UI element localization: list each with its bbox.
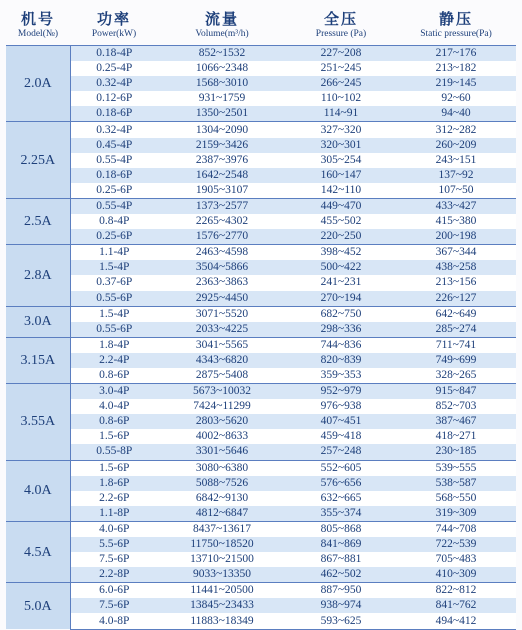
static-pressure-cell: 852~703	[396, 399, 516, 414]
power-cell: 0.55-8P	[70, 444, 158, 460]
table-row	[6, 275, 516, 290]
fan-performance-table	[6, 5, 516, 630]
table-row	[6, 106, 516, 122]
model-cell: 4.0A	[6, 460, 70, 521]
fan-spec-sheet	[6, 5, 516, 627]
static-pressure-cell: 94~40	[396, 106, 516, 122]
volume-cell: 3301~5646	[158, 444, 286, 460]
pressure-cell: 449~470	[286, 198, 396, 214]
table-row	[6, 76, 516, 91]
table-row	[6, 491, 516, 506]
volume-cell: 1304~2090	[158, 122, 286, 138]
power-cell: 4.0-4P	[70, 399, 158, 414]
pressure-cell: 552~605	[286, 460, 396, 476]
volume-cell: 3041~5565	[158, 337, 286, 353]
static-pressure-cell: 312~282	[396, 122, 516, 138]
static-pressure-cell: 433~427	[396, 198, 516, 214]
pressure-cell: 462~502	[286, 567, 396, 583]
header-static-pressure-cn: 静压	[438, 9, 473, 28]
pressure-cell: 976~938	[286, 399, 396, 414]
model-cell: 2.0A	[6, 46, 70, 122]
table-row	[6, 198, 516, 214]
header-static-pressure-en: Static pressure(Pa)	[420, 28, 492, 39]
power-cell: 2.2-6P	[70, 491, 158, 506]
static-pressure-cell: 387~467	[396, 414, 516, 429]
pressure-cell: 455~502	[286, 214, 396, 229]
model-cell: 3.55A	[6, 384, 70, 460]
volume-cell: 7424~11299	[158, 399, 286, 414]
table-row	[6, 537, 516, 552]
header-model	[6, 5, 70, 46]
table-row	[6, 368, 516, 384]
volume-cell: 3080~6380	[158, 460, 286, 476]
static-pressure-cell: 418~271	[396, 429, 516, 444]
power-cell: 7.5-6P	[70, 552, 158, 567]
model-cell: 2.25A	[6, 122, 70, 198]
table-row	[6, 168, 516, 183]
power-cell: 0.32-4P	[70, 122, 158, 138]
static-pressure-cell: 438~258	[396, 260, 516, 275]
power-cell: 1.5-4P	[70, 260, 158, 275]
power-cell: 2.2-8P	[70, 567, 158, 583]
pressure-cell: 459~418	[286, 429, 396, 444]
table-row	[6, 460, 516, 476]
power-cell: 2.2-4P	[70, 353, 158, 368]
header-volume-en: Volume(m³/h)	[195, 28, 249, 39]
power-cell: 0.18-6P	[70, 106, 158, 122]
volume-cell: 1642~2548	[158, 168, 286, 183]
table-row	[6, 122, 516, 138]
static-pressure-cell: 722~539	[396, 537, 516, 552]
power-cell: 0.8-4P	[70, 214, 158, 229]
model-cell: 3.15A	[6, 337, 70, 383]
table-row	[6, 476, 516, 491]
power-cell: 0.55-6P	[70, 291, 158, 307]
power-cell: 0.18-4P	[70, 46, 158, 62]
table-row	[6, 291, 516, 307]
table-row	[6, 598, 516, 613]
pressure-cell: 593~625	[286, 613, 396, 629]
pressure-cell: 887~950	[286, 583, 396, 599]
volume-cell: 1576~2770	[158, 229, 286, 245]
table-row	[6, 506, 516, 522]
table-row	[6, 414, 516, 429]
static-pressure-cell: 213~156	[396, 275, 516, 290]
pressure-cell: 952~979	[286, 384, 396, 400]
volume-cell: 1066~2348	[158, 61, 286, 76]
static-pressure-cell: 328~265	[396, 368, 516, 384]
pressure-cell: 227~208	[286, 46, 396, 62]
static-pressure-cell: 822~812	[396, 583, 516, 599]
pressure-cell: 251~245	[286, 61, 396, 76]
static-pressure-cell: 219~145	[396, 76, 516, 91]
pressure-cell: 298~336	[286, 322, 396, 338]
header-power-en: Power(kW)	[91, 28, 137, 39]
pressure-cell: 270~194	[286, 291, 396, 307]
pressure-cell: 805~868	[286, 521, 396, 537]
header-volume-cn: 流量	[204, 9, 239, 28]
volume-cell: 2803~5620	[158, 414, 286, 429]
pressure-cell: 327~320	[286, 122, 396, 138]
power-cell: 0.32-4P	[70, 76, 158, 91]
static-pressure-cell: 243~151	[396, 153, 516, 168]
static-pressure-cell: 494~412	[396, 613, 516, 629]
static-pressure-cell: 217~176	[396, 46, 516, 62]
volume-cell: 2875~5408	[158, 368, 286, 384]
table-row	[6, 322, 516, 338]
pressure-cell: 682~750	[286, 306, 396, 322]
table-header	[6, 5, 516, 46]
table-row	[6, 153, 516, 168]
table-row	[6, 260, 516, 275]
header-pressure-en: Pressure (Pa)	[315, 28, 367, 39]
pressure-cell: 320~301	[286, 138, 396, 153]
static-pressure-cell: 711~741	[396, 337, 516, 353]
volume-cell: 2925~4450	[158, 291, 286, 307]
static-pressure-cell: 841~762	[396, 598, 516, 613]
volume-cell: 2387~3976	[158, 153, 286, 168]
table-row	[6, 521, 516, 537]
power-cell: 4.0-8P	[70, 613, 158, 629]
pressure-cell: 867~881	[286, 552, 396, 567]
volume-cell: 6842~9130	[158, 491, 286, 506]
model-cell: 2.5A	[6, 198, 70, 244]
pressure-cell: 359~353	[286, 368, 396, 384]
volume-cell: 1373~2577	[158, 198, 286, 214]
volume-cell: 4002~8633	[158, 429, 286, 444]
table-row	[6, 61, 516, 76]
pressure-cell: 938~974	[286, 598, 396, 613]
pressure-cell: 576~656	[286, 476, 396, 491]
power-cell: 3.0-4P	[70, 384, 158, 400]
model-cell: 5.0A	[6, 583, 70, 629]
volume-cell: 4812~6847	[158, 506, 286, 522]
table-row	[6, 444, 516, 460]
volume-cell: 11883~18349	[158, 613, 286, 629]
power-cell: 0.18-6P	[70, 168, 158, 183]
static-pressure-cell: 568~550	[396, 491, 516, 506]
static-pressure-cell: 226~127	[396, 291, 516, 307]
table-row	[6, 613, 516, 629]
pressure-cell: 398~452	[286, 245, 396, 261]
volume-cell: 5088~7526	[158, 476, 286, 491]
static-pressure-cell: 137~92	[396, 168, 516, 183]
volume-cell: 1350~2501	[158, 106, 286, 122]
power-cell: 0.25-6P	[70, 229, 158, 245]
power-cell: 0.25-4P	[70, 61, 158, 76]
table-row	[6, 245, 516, 261]
table-row	[6, 229, 516, 245]
table-row	[6, 583, 516, 599]
volume-cell: 8437~13617	[158, 521, 286, 537]
table-row	[6, 91, 516, 106]
table-row	[6, 552, 516, 567]
power-cell: 0.25-6P	[70, 183, 158, 199]
static-pressure-cell: 410~309	[396, 567, 516, 583]
power-cell: 7.5-6P	[70, 598, 158, 613]
power-cell: 1.1-8P	[70, 506, 158, 522]
pressure-cell: 110~102	[286, 91, 396, 106]
pressure-cell: 241~231	[286, 275, 396, 290]
table-row	[6, 567, 516, 583]
pressure-cell: 305~254	[286, 153, 396, 168]
power-cell: 0.12-6P	[70, 91, 158, 106]
header-power	[70, 5, 158, 46]
model-cell: 2.8A	[6, 245, 70, 306]
static-pressure-cell: 213~182	[396, 61, 516, 76]
pressure-cell: 500~422	[286, 260, 396, 275]
pressure-cell: 266~245	[286, 76, 396, 91]
pressure-cell: 820~839	[286, 353, 396, 368]
power-cell: 1.1-4P	[70, 245, 158, 261]
header-model-cn: 机号	[20, 9, 55, 28]
table-row	[6, 337, 516, 353]
pressure-cell: 114~91	[286, 106, 396, 122]
table-row	[6, 353, 516, 368]
pressure-cell: 841~869	[286, 537, 396, 552]
pressure-cell: 632~665	[286, 491, 396, 506]
static-pressure-cell: 367~344	[396, 245, 516, 261]
power-cell: 0.55-4P	[70, 198, 158, 214]
header-volume	[158, 5, 286, 46]
volume-cell: 3071~5520	[158, 306, 286, 322]
volume-cell: 13710~21500	[158, 552, 286, 567]
volume-cell: 9033~13350	[158, 567, 286, 583]
pressure-cell: 407~451	[286, 414, 396, 429]
header-model-en: Model(№)	[17, 28, 59, 39]
volume-cell: 11441~20500	[158, 583, 286, 599]
table-row	[6, 384, 516, 400]
table-body	[6, 46, 516, 630]
header-pressure	[286, 5, 396, 46]
volume-cell: 5673~10032	[158, 384, 286, 400]
model-cell: 4.5A	[6, 521, 70, 582]
volume-cell: 4343~6820	[158, 353, 286, 368]
power-cell: 1.5-6P	[70, 429, 158, 444]
volume-cell: 2463~4598	[158, 245, 286, 261]
volume-cell: 11750~18520	[158, 537, 286, 552]
static-pressure-cell: 705~483	[396, 552, 516, 567]
pressure-cell: 257~248	[286, 444, 396, 460]
static-pressure-cell: 538~587	[396, 476, 516, 491]
table-row	[6, 214, 516, 229]
power-cell: 1.5-4P	[70, 306, 158, 322]
model-cell: 3.0A	[6, 306, 70, 337]
power-cell: 0.37-6P	[70, 275, 158, 290]
table-row	[6, 399, 516, 414]
pressure-cell: 355~374	[286, 506, 396, 522]
power-cell: 1.5-6P	[70, 460, 158, 476]
static-pressure-cell: 415~380	[396, 214, 516, 229]
volume-cell: 1568~3010	[158, 76, 286, 91]
power-cell: 4.0-6P	[70, 521, 158, 537]
volume-cell: 13845~23433	[158, 598, 286, 613]
power-cell: 0.8-6P	[70, 368, 158, 384]
static-pressure-cell: 92~60	[396, 91, 516, 106]
static-pressure-cell: 285~274	[396, 322, 516, 338]
pressure-cell: 220~250	[286, 229, 396, 245]
pressure-cell: 142~110	[286, 183, 396, 199]
power-cell: 1.8-6P	[70, 476, 158, 491]
static-pressure-cell: 539~555	[396, 460, 516, 476]
power-cell: 0.8-6P	[70, 414, 158, 429]
volume-cell: 2265~4302	[158, 214, 286, 229]
volume-cell: 2363~3863	[158, 275, 286, 290]
power-cell: 0.45-4P	[70, 138, 158, 153]
power-cell: 0.55-4P	[70, 153, 158, 168]
power-cell: 6.0-6P	[70, 583, 158, 599]
table-row	[6, 46, 516, 62]
static-pressure-cell: 642~649	[396, 306, 516, 322]
table-row	[6, 138, 516, 153]
static-pressure-cell: 200~198	[396, 229, 516, 245]
pressure-cell: 160~147	[286, 168, 396, 183]
table-row	[6, 183, 516, 199]
static-pressure-cell: 107~50	[396, 183, 516, 199]
volume-cell: 852~1532	[158, 46, 286, 62]
static-pressure-cell: 260~209	[396, 138, 516, 153]
power-cell: 1.8-4P	[70, 337, 158, 353]
volume-cell: 1905~3107	[158, 183, 286, 199]
static-pressure-cell: 749~699	[396, 353, 516, 368]
static-pressure-cell: 915~847	[396, 384, 516, 400]
static-pressure-cell: 744~708	[396, 521, 516, 537]
volume-cell: 3504~5866	[158, 260, 286, 275]
volume-cell: 931~1759	[158, 91, 286, 106]
power-cell: 5.5-6P	[70, 537, 158, 552]
power-cell: 0.55-6P	[70, 322, 158, 338]
header-pressure-cn: 全压	[323, 9, 358, 28]
pressure-cell: 744~836	[286, 337, 396, 353]
volume-cell: 2159~3426	[158, 138, 286, 153]
table-row	[6, 306, 516, 322]
header-static-pressure	[396, 5, 516, 46]
static-pressure-cell: 230~185	[396, 444, 516, 460]
static-pressure-cell: 319~309	[396, 506, 516, 522]
table-row	[6, 429, 516, 444]
volume-cell: 2033~4225	[158, 322, 286, 338]
header-power-cn: 功率	[96, 9, 131, 28]
